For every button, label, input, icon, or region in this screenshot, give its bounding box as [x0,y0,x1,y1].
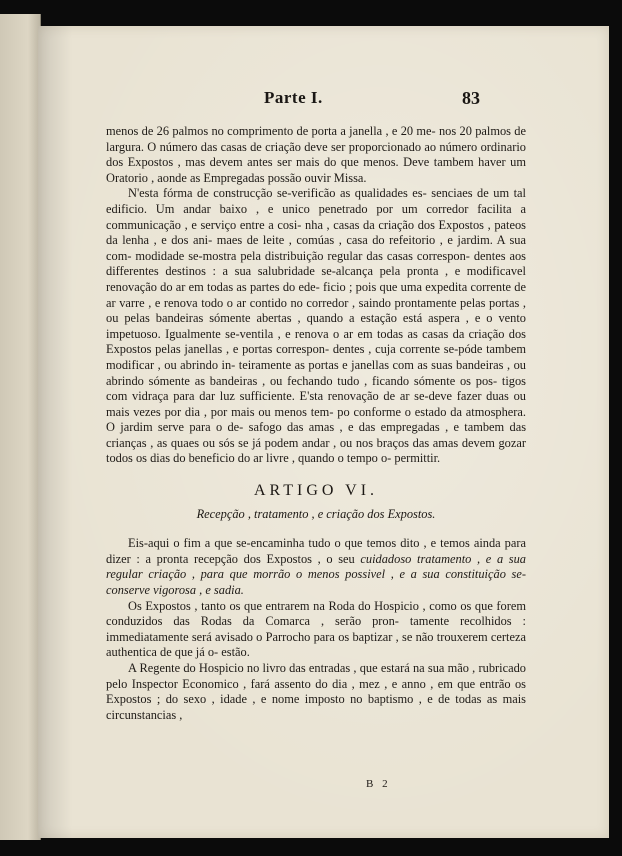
page-header [38,88,609,112]
text-line: cuidadoso tratamento , e a sua regular criação , para que morrão o [106,551,527,582]
text-line: tamente recolhidos : immediatamente será avisado o Parrocho para [106,614,526,644]
text-line: se-deve fazer duas ou mais vezes por dia , por mais ou menos tem- [106,389,526,419]
text-line: N'esta fórma de construcção se-verificão as qualidades es- [128,186,432,201]
text-line: safogo das amas , e das empregadas , e tambem das crianças , as [106,420,527,450]
text-line: as casas da criação dos Expostos pelas janellas , e portas correspon- [106,326,526,357]
paragraph-1 [106,124,526,186]
text-line: Eis-aqui o fim a que se-encaminha tudo o que temos dito , [128,536,431,551]
text-line: dentes aos differentes destinos : a sua salubridade se-alcança pela [106,248,526,279]
text-line: modidade se-mostra pela distribuição regular das casas correspon- [135,248,474,263]
text-line: os baptizar , se não trouxerem certeza authentica de que já o- [106,629,526,660]
text-line: A Regente do Hospicio no livro das entradas , que estará [128,661,413,675]
text-line: o ar contido no corredor , saindo prontamente pelas portas , ou [106,295,526,326]
text-line: e temos ainda para dizer : a pronta recepção dos Expostos , o seu [106,536,526,566]
text-line: senciaes de um tal edificio. Um andar baixo , e unico penetrado [106,186,526,216]
text-line: pelas bandeiras sómente abertas , quando a estação está aspera , e o [124,311,499,326]
text-line: quaes ou sós se já podem andar , ou nos braços das amas devem [170,435,499,450]
text-line: por um corredor facilita a communicação , e serviço entre a cosi- [106,201,526,232]
text-line: aonde as Empregadas possão ouvir Missa. [157,170,367,185]
text-line: Os Expostos , tanto os que entrarem na Roda do Hospicio , [128,598,430,613]
text-line: menos de 26 palmos no comprimento de porta a janella , e 20 me- [106,124,439,138]
paragraph-3 [106,536,526,598]
paragraph-2 [106,186,526,467]
text-line: maes de leite , comúas , casa do refeitorio , e jardim. A sua com- [106,233,526,263]
text-line: tigos com vidraça para dar luz sufficiente. E'sta renovação de ar [106,373,526,404]
text-line: ser proporcionado ao número ordinario dos Expostos , mas devem [106,139,527,170]
page-number: 83 [462,88,480,108]
section-title: ARTIGO VI. [253,482,379,500]
text-line: nos 20 palmos de largura. O número das casas de criação deve [106,124,526,154]
text-line: permittir. [394,451,441,466]
section-subtitle: Recepção , tratamento , e criação dos Expostos. [196,506,436,521]
paragraph-4 [106,599,526,661]
paragraph-5 [106,661,526,723]
text-line: e nome imposto no baptismo , e de todas as mais circunstancias , [106,692,526,722]
text-line: dentes , cuja corrente se-póde tambem modificar , ou abrindo in- [106,342,526,372]
text-line: ficio ; pois que uma expedita corrente de ar varre , e renova todo [106,279,526,310]
text-line: menos possivel , e a sua constituição se-conserve vigorosa , e sadia. [106,567,526,598]
text-line: gozar todos os dias do beneficio do ar livre , quando o tempo o- [106,435,527,466]
running-head: Parte I. [264,88,323,107]
text-line: estão. [221,645,250,660]
text-line: na sua mão , rubricado pelo Inspector Economico , fará assento do [106,661,526,691]
text-line: dia , mez , e anno , em que entrão os Expostos ; do sexo , idade , [106,676,527,707]
text-line: antes ser mais do que menos. Deve tambem haver um Oratorio , [106,155,526,185]
text-line: nha , casas da criação dos Expostos , pateos da lenha , e dos ani- [106,217,526,248]
text-line: como os que forem conduzidos das Rodas da Comarca , serão pron- [106,598,526,629]
text-line: sómente as bandeiras , ou fechando tudo , ficando sómente os pos- [148,373,502,388]
book-page [38,26,609,838]
text-line: po conforme o estado da atmosphera. O jardim serve para o de- [106,404,526,435]
text-line: teiramente as portas e janellas com as suas bandeiras , ou abrindo [106,357,526,388]
text-line: vento impetuoso. Igualmente se-ventila , e renova o ar em todas [106,311,526,341]
text-line: pronta , e modificavel renovação do ar em todas as partes do ede- [106,264,526,294]
signature-mark: B 2 [366,778,391,790]
facing-page-edge [0,14,41,840]
body-text [106,124,526,723]
